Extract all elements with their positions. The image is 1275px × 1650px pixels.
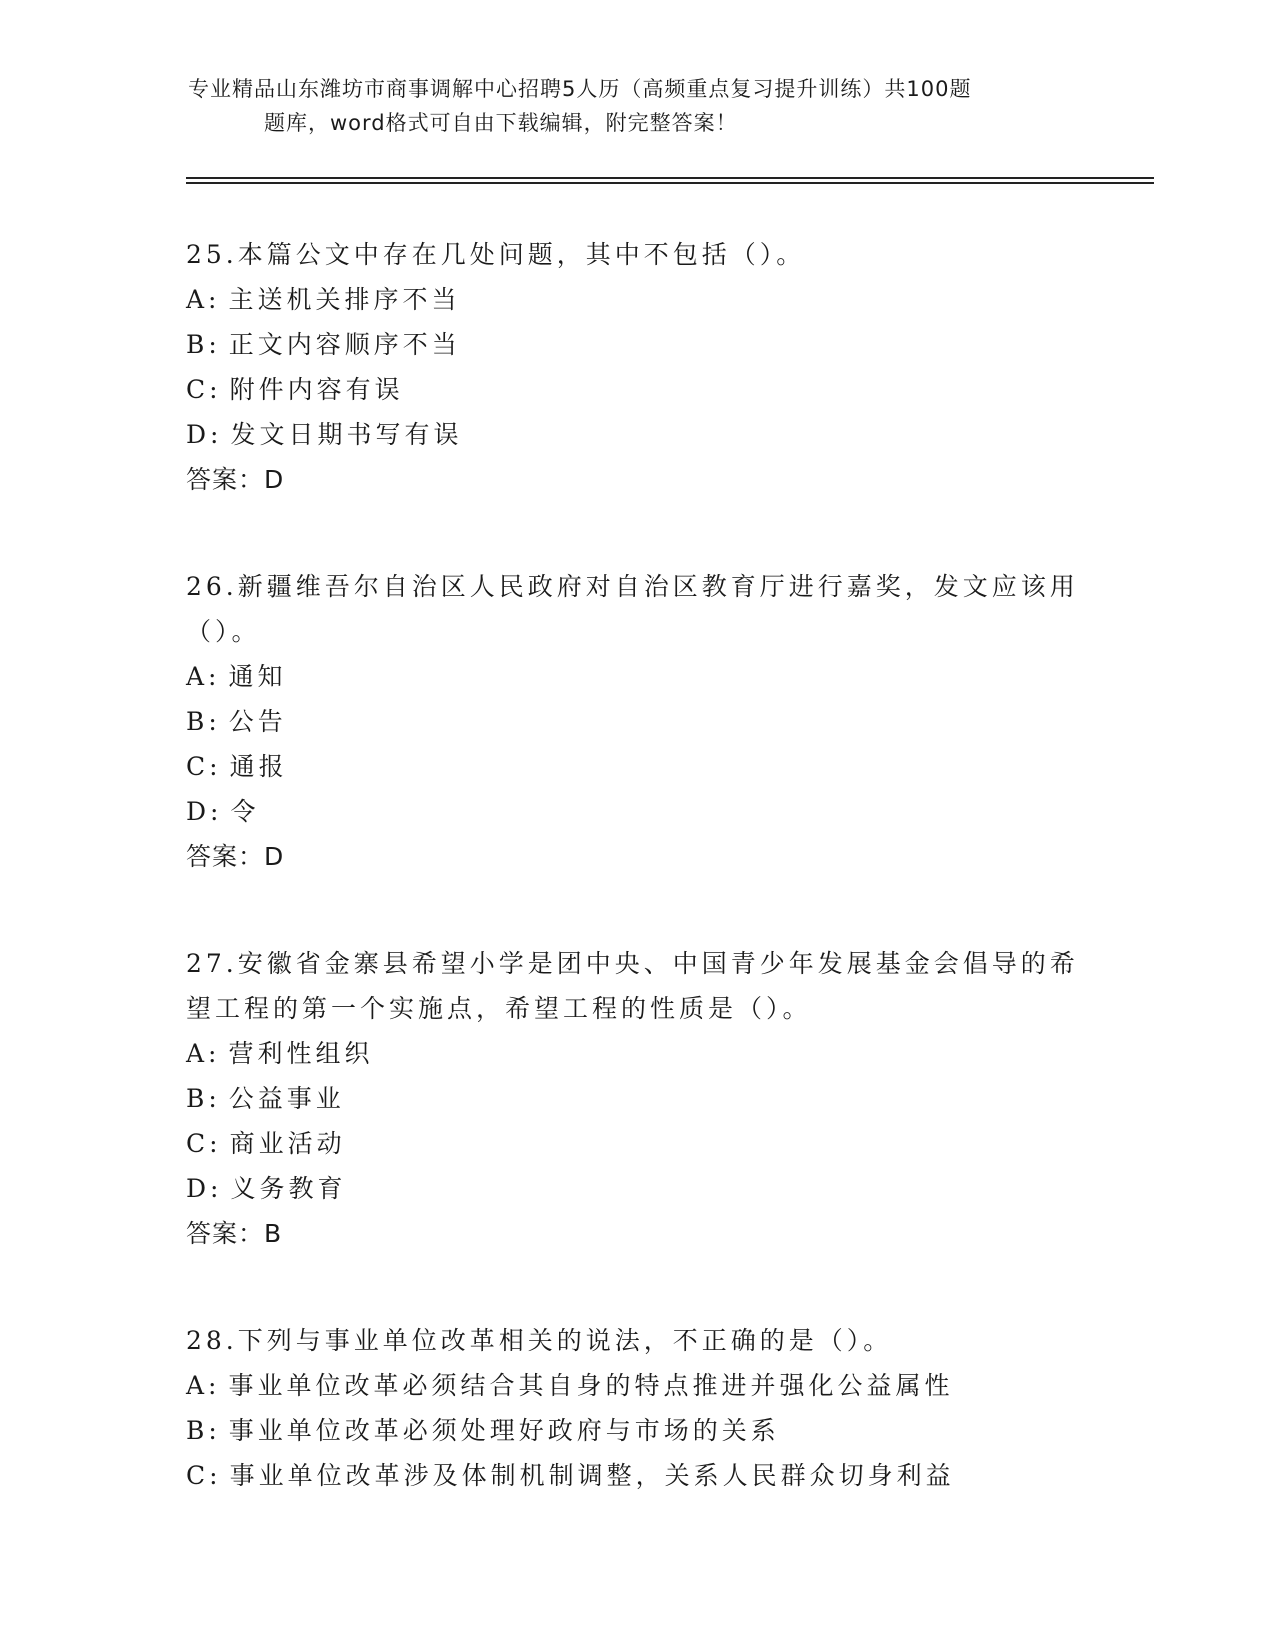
option-text: 公益事业: [228, 1084, 345, 1113]
question-25: [186, 232, 1086, 502]
option-key: C:: [186, 375, 222, 404]
question-27: [186, 941, 1086, 1256]
option-text: 义务教育: [230, 1174, 347, 1203]
option-text: 附件内容有误: [229, 375, 404, 404]
option-text: 事业单位改革必须结合其自身的特点推进并强化公益属性: [228, 1371, 954, 1400]
option-text: 正文内容顺序不当: [228, 330, 461, 359]
option-text: 事业单位改革涉及体制机制调整，关系人民群众切身利益: [229, 1461, 955, 1490]
answer-line: 答案：B: [186, 1219, 283, 1248]
option-c: [186, 367, 1086, 412]
option-text: 通知: [228, 662, 287, 691]
document-header: [188, 72, 1088, 140]
option-key: B:: [186, 330, 221, 359]
option-text: 令: [230, 797, 260, 826]
answer-line: 答案：D: [186, 842, 285, 871]
option-a: [186, 1031, 1086, 1076]
header-divider-bottom: [186, 182, 1154, 184]
option-key: B:: [186, 707, 221, 736]
option-d: [186, 789, 1086, 834]
option-c: [186, 1121, 1086, 1166]
question-28: [186, 1318, 1086, 1498]
option-key: D:: [186, 1174, 223, 1203]
header-divider-top: [186, 177, 1154, 179]
option-key: A:: [186, 662, 221, 691]
question-stem: 26.新疆维吾尔自治区人民政府对自治区教育厅进行嘉奖，发文应该用（）。: [186, 572, 1079, 646]
option-key: A:: [186, 285, 221, 314]
answer-line: 答案：D: [186, 465, 285, 494]
option-b: [186, 322, 1086, 367]
option-text: 通报: [229, 752, 288, 781]
option-text: 发文日期书写有误: [230, 420, 463, 449]
question-stem: 28.下列与事业单位改革相关的说法，不正确的是（）。: [186, 1326, 893, 1355]
option-a: [186, 654, 1086, 699]
option-key: C:: [186, 752, 222, 781]
option-a: [186, 277, 1086, 322]
question-26: [186, 564, 1086, 879]
question-stem: 25.本篇公文中存在几处问题，其中不包括（）。: [186, 240, 806, 269]
question-stem: 27.安徽省金寨县希望小学是团中央、中国青少年发展基金会倡导的希望工程的第一个实施点，希望工程的性质是（）。: [186, 949, 1079, 1023]
option-text: 营利性组织: [228, 1039, 374, 1068]
option-key: D:: [186, 420, 223, 449]
option-key: D:: [186, 797, 223, 826]
option-c: [186, 744, 1086, 789]
question-list: [186, 232, 1086, 1560]
option-d: [186, 412, 1086, 457]
header-title-line-1: 专业精品山东潍坊市商事调解中心招聘5人历（高频重点复习提升训练）共100题: [188, 77, 972, 101]
option-b: [186, 1408, 1086, 1453]
option-key: B:: [186, 1416, 221, 1445]
option-a: [186, 1363, 1086, 1408]
option-b: [186, 1076, 1086, 1121]
option-text: 公告: [228, 707, 287, 736]
option-key: A:: [186, 1371, 221, 1400]
header-title-line-2: 题库，word格式可自由下载编辑，附完整答案！: [264, 111, 738, 135]
option-d: [186, 1166, 1086, 1211]
option-key: C:: [186, 1461, 222, 1490]
option-key: C:: [186, 1129, 222, 1158]
option-key: B:: [186, 1084, 221, 1113]
option-c: [186, 1453, 1086, 1498]
option-b: [186, 699, 1086, 744]
option-key: A:: [186, 1039, 221, 1068]
option-text: 商业活动: [229, 1129, 346, 1158]
option-text: 事业单位改革必须处理好政府与市场的关系: [228, 1416, 780, 1445]
option-text: 主送机关排序不当: [228, 285, 461, 314]
